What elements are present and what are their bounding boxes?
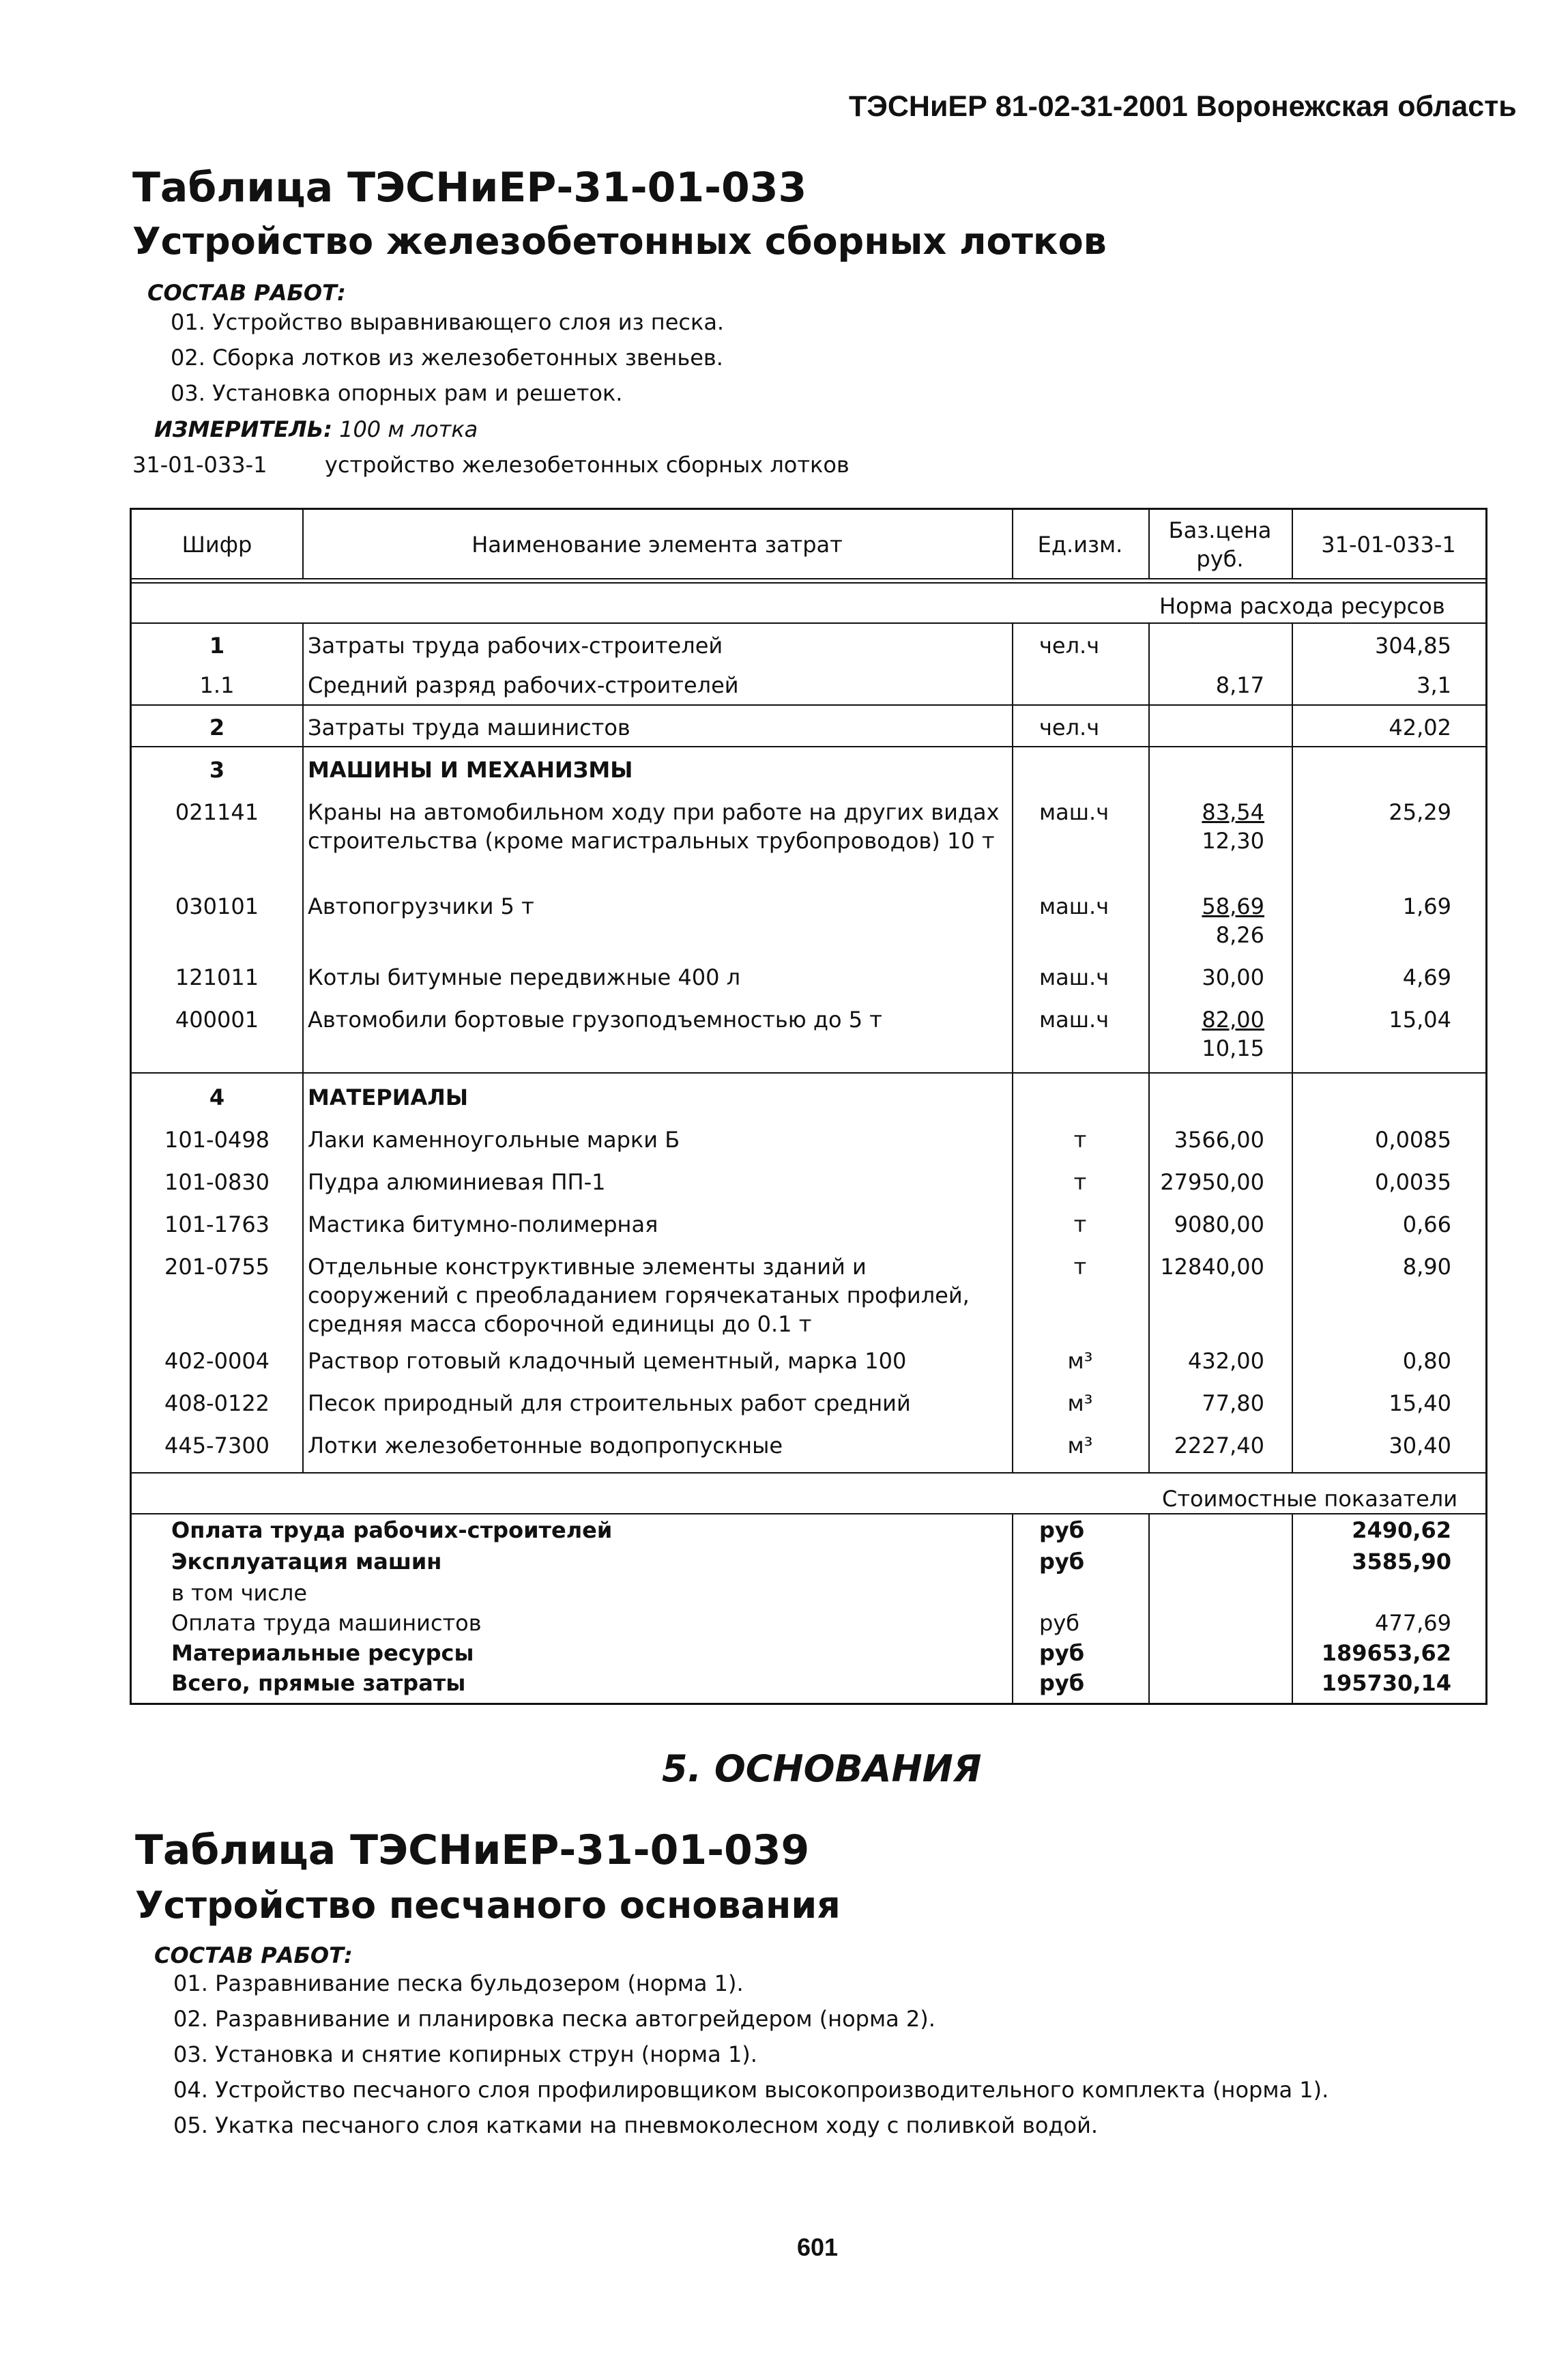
cost-unit: руб [1039, 1640, 1085, 1666]
row-name: Котлы битумные передвижные 400 л [308, 964, 741, 990]
row-price: 432,00 [1188, 1348, 1264, 1374]
table2-title: Таблица ТЭСНиЕР-31-01-039 [135, 1826, 810, 1874]
row-group-heading: МАШИНЫ И МЕХАНИЗМЫ [308, 757, 633, 783]
resource-table [130, 508, 1487, 1705]
table2-subtitle: Устройство песчаного основания [135, 1884, 841, 1927]
row-norm: 0,0085 [1375, 1127, 1451, 1153]
work-item: 04. Устройство песчаного слоя профилировщиком высокопроизводительного комплекта (норма 1). [173, 2077, 1329, 2103]
row-cipher: 3 [209, 757, 225, 783]
column-header-name: Наименование элемента затрат [471, 532, 843, 558]
row-name [308, 1252, 970, 1338]
cost-label: Всего, прямые затраты [171, 1670, 466, 1696]
row-unit: м³ [1067, 1390, 1093, 1416]
row-name-line: средняя масса сборочной единицы до 0.1 т [308, 1311, 812, 1337]
cost-label: Эксплуатация машин [171, 1549, 442, 1575]
table1-title: Таблица ТЭСНиЕР-31-01-033 [132, 164, 807, 212]
cost-unit: руб [1039, 1670, 1085, 1696]
work-item: 03. Установка и снятие копирных струн (норма 1). [173, 2041, 757, 2067]
row-price-base: 83,54 [1202, 799, 1264, 825]
row-cipher: 402-0004 [164, 1348, 270, 1374]
table2-works-list [173, 1966, 1329, 2143]
row-price: 2227,40 [1174, 1433, 1264, 1459]
row-name: Песок природный для строительных работ средний [308, 1390, 911, 1416]
row-norm: 42,02 [1389, 715, 1451, 741]
row-norm: 30,40 [1389, 1433, 1451, 1459]
row-price-labor: 12,30 [1202, 828, 1264, 854]
row-norm: 304,85 [1375, 633, 1451, 659]
row-name-line: Отдельные конструктивные элементы зданий и [308, 1254, 867, 1280]
row-price: 30,00 [1202, 964, 1264, 990]
row-cipher: 030101 [175, 893, 259, 919]
row-unit: маш.ч [1039, 964, 1109, 990]
row-norm: 0,66 [1402, 1211, 1451, 1237]
row-name: Автомобили бортовые грузоподъемностью до 5 т [308, 1007, 882, 1033]
cost-label: в том числе [171, 1580, 307, 1606]
document-reference: ТЭСНиЕР 81-02-31-2001 Воронежская область [849, 90, 1517, 123]
cost-label: Оплата труда рабочих-строителей [171, 1517, 613, 1543]
price-header-line2: руб. [1196, 546, 1244, 572]
row-name-line: строительства (кроме магистральных трубопроводов) 10 т [308, 828, 995, 854]
row-price-labor: 10,15 [1202, 1035, 1264, 1061]
table1-works-list [171, 304, 724, 411]
work-item: 02. Разравнивание и планировка песка автогрейдером (норма 2). [173, 2006, 935, 2032]
row-norm: 0,80 [1402, 1348, 1451, 1374]
column-header-norm: 31-01-033-1 [1321, 532, 1456, 558]
row-unit: м³ [1067, 1348, 1093, 1374]
cost-value: 195730,14 [1321, 1670, 1451, 1696]
row-unit: т [1073, 1127, 1087, 1153]
norm-section-header: Норма расхода ресурсов [1159, 593, 1445, 619]
row-cipher: 021141 [175, 799, 259, 825]
row-name: Мастика битумно-полимерная [308, 1211, 658, 1237]
cost-value: 3585,90 [1352, 1549, 1451, 1575]
column-header-unit: Ед.изм. [1037, 532, 1123, 558]
row-unit: маш.ч [1039, 893, 1109, 919]
table1-works-label: СОСТАВ РАБОТ: [147, 280, 346, 306]
row-name: Затраты труда машинистов [308, 715, 630, 741]
row-price: 3566,00 [1174, 1127, 1264, 1153]
cost-section-header: Стоимостные показатели [1162, 1486, 1457, 1512]
row-unit: т [1073, 1254, 1087, 1280]
row-cipher: 1.1 [199, 672, 235, 698]
work-item: 02. Сборка лотков из железобетонных звеньев. [171, 345, 723, 371]
row-cipher: 1 [209, 633, 225, 659]
meter-value: 100 м лотка [339, 416, 478, 442]
meter-label: ИЗМЕРИТЕЛЬ: [154, 416, 332, 442]
row-norm: 1,69 [1402, 893, 1451, 919]
row-price: 8,17 [1215, 672, 1264, 698]
row-cipher: 408-0122 [164, 1390, 270, 1416]
section-heading: 5. ОСНОВАНИЯ [662, 1747, 982, 1790]
row-cipher: 121011 [175, 964, 259, 990]
row-unit: м³ [1067, 1433, 1093, 1459]
row-unit: маш.ч [1039, 1007, 1109, 1033]
row-cipher: 101-1763 [164, 1211, 270, 1237]
row-cipher: 4 [209, 1084, 225, 1110]
row-norm: 25,29 [1389, 799, 1451, 825]
row-name: Лаки каменноугольные марки Б [308, 1127, 680, 1153]
row-unit: чел.ч [1039, 715, 1100, 741]
row-price: 9080,00 [1174, 1211, 1264, 1237]
row-name-line: сооружений с преобладанием горячекатаных профилей, [308, 1282, 970, 1308]
cost-value: 189653,62 [1321, 1640, 1451, 1666]
row-price-base: 58,69 [1202, 893, 1264, 919]
row-norm: 15,04 [1389, 1007, 1451, 1033]
cost-label: Материальные ресурсы [171, 1640, 474, 1666]
row-norm: 0,0035 [1375, 1169, 1451, 1195]
row-name: Пудра алюминиевая ПП-1 [308, 1169, 606, 1195]
cost-label: Оплата труда машинистов [171, 1610, 482, 1636]
row-name [308, 798, 1000, 855]
row-price [1148, 1005, 1264, 1063]
meter-line [154, 416, 478, 442]
row-name-line: Краны на автомобильном ходу при работе на других видах [308, 799, 1000, 825]
row-unit: чел.ч [1039, 633, 1100, 659]
cost-unit: руб [1039, 1610, 1079, 1636]
cost-unit: руб [1039, 1549, 1085, 1575]
row-norm: 4,69 [1402, 964, 1451, 990]
price-header-line1: Баз.цена [1168, 517, 1272, 543]
row-name: Лотки железобетонные водопропускные [308, 1433, 783, 1459]
row-cipher: 101-0830 [164, 1169, 270, 1195]
work-item: 03. Установка опорных рам и решеток. [171, 380, 623, 406]
row-cipher: 445-7300 [164, 1433, 270, 1459]
page-number: 601 [797, 2233, 839, 2261]
column-header-cipher: Шифр [182, 532, 252, 558]
code-line [132, 452, 951, 478]
row-unit: т [1073, 1211, 1087, 1237]
row-name: Автопогрузчики 5 т [308, 893, 534, 919]
row-price: 12840,00 [1160, 1254, 1264, 1280]
table2-works-label: СОСТАВ РАБОТ: [154, 1942, 353, 1968]
row-group-heading: МАТЕРИАЛЫ [308, 1084, 469, 1110]
row-cipher: 101-0498 [164, 1127, 270, 1153]
norm-code-description: устройство железобетонных сборных лотков [325, 452, 850, 478]
row-name: Средний разряд рабочих-строителей [308, 672, 739, 698]
row-price-labor: 8,26 [1215, 922, 1264, 948]
row-cipher: 201-0755 [164, 1254, 270, 1280]
row-price [1148, 892, 1264, 949]
norm-code: 31-01-033-1 [132, 452, 267, 478]
row-price [1148, 798, 1264, 855]
row-name: Затраты труда рабочих-строителей [308, 633, 723, 659]
row-cipher: 2 [209, 715, 225, 741]
row-price: 27950,00 [1160, 1169, 1264, 1195]
work-item: 01. Устройство выравнивающего слоя из песка. [171, 309, 725, 335]
table1-subtitle: Устройство железобетонных сборных лотков [132, 220, 1107, 263]
row-price-base: 82,00 [1202, 1007, 1264, 1033]
row-unit: т [1073, 1169, 1087, 1195]
work-item: 01. Разравнивание песка бульдозером (норма 1). [173, 1970, 744, 1996]
row-norm: 3,1 [1417, 672, 1451, 698]
work-item: 05. Укатка песчаного слоя катками на пневмоколесном ходу с поливкой водой. [173, 2112, 1099, 2138]
column-header-price [1148, 516, 1292, 573]
row-price: 77,80 [1202, 1390, 1264, 1416]
row-norm: 15,40 [1389, 1390, 1451, 1416]
row-name: Раствор готовый кладочный цементный, марка 100 [308, 1348, 907, 1374]
row-cipher: 400001 [175, 1007, 259, 1033]
row-unit: маш.ч [1039, 799, 1109, 825]
cost-unit: руб [1039, 1517, 1085, 1543]
row-norm: 8,90 [1402, 1254, 1451, 1280]
cost-value: 2490,62 [1352, 1517, 1451, 1543]
cost-value: 477,69 [1375, 1610, 1451, 1636]
